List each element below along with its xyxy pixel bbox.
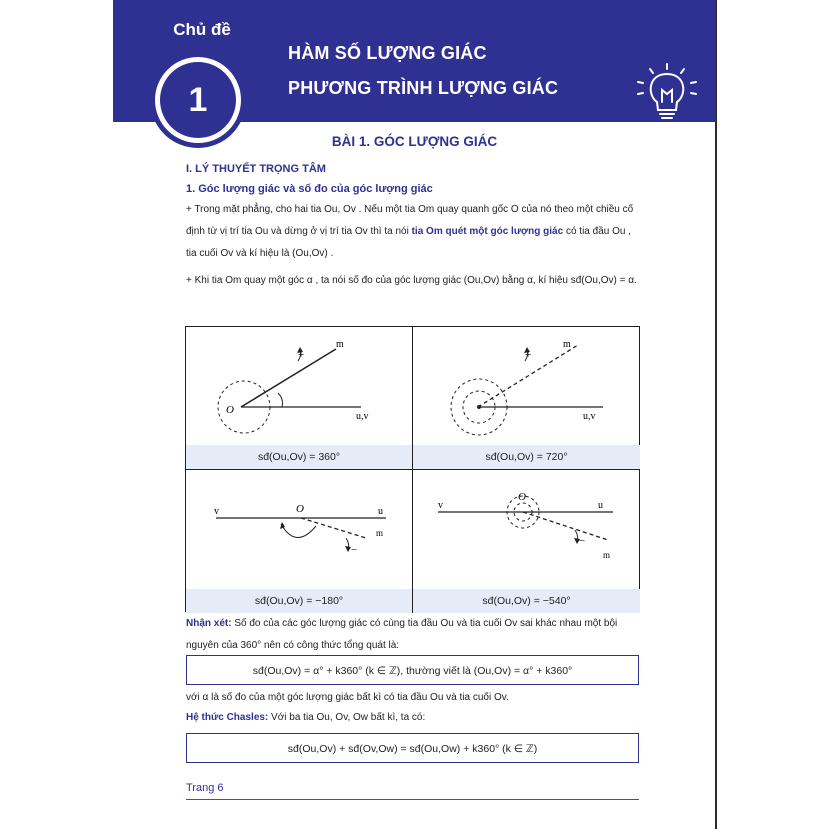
diagram-720-caption: sđ(Ou,Ov) = 720° bbox=[413, 445, 640, 469]
definition-text-2: có tia đầu Ou , tia cuối Ov và kí hiệu là (Ou,Ov) . bbox=[186, 226, 632, 259]
diagram-minus-540-right-label: u bbox=[598, 500, 603, 511]
diagram-grid bbox=[185, 326, 640, 612]
chasles-paragraph bbox=[186, 707, 641, 729]
diagram-360-origin: O bbox=[226, 404, 234, 416]
chapter-title-line1: HÀM SỐ LƯỢNG GIÁC bbox=[288, 43, 487, 63]
diagram-minus-180-origin: O bbox=[296, 503, 304, 515]
diagram-360 bbox=[186, 327, 413, 470]
definition-highlight: tia Om quét một góc lượng giác bbox=[411, 226, 564, 237]
diagram-720-figure bbox=[413, 327, 640, 446]
remark-text: Số đo của các góc lượng giác có cùng tia đầu Ou và tia cuối Ov sai khác nhau một bội nguyên của 360° nên có công thức tổng quát là: bbox=[186, 618, 618, 651]
diagram-minus-180-caption: sđ(Ou,Ov) = −180° bbox=[186, 589, 412, 613]
diagram-minus-180-figure bbox=[186, 470, 413, 589]
diagram-minus-180 bbox=[186, 470, 413, 613]
lesson-title: BÀI 1. GÓC LƯỢNG GIÁC bbox=[331, 134, 498, 149]
diagram-360-caption: sđ(Ou,Ov) = 360° bbox=[186, 445, 412, 469]
chapter-title-line2: PHƯƠNG TRÌNH LƯỢNG GIÁC bbox=[288, 78, 559, 98]
footer-divider bbox=[186, 799, 639, 800]
page-number: Trang 6 bbox=[186, 782, 224, 794]
chasles-formula-box: sđ(Ou,Ov) + sđ(Ov,Ow) = sđ(Ou,Ow) + k360° (k ∈ ℤ) bbox=[186, 733, 639, 763]
diagram-minus-180-right-label: u bbox=[378, 506, 383, 517]
diagram-minus-540 bbox=[413, 470, 640, 613]
diagram-720-direction: + bbox=[525, 349, 532, 361]
diagram-minus-540-direction: − bbox=[579, 535, 586, 547]
definition-text-1: + Trong mặt phẳng, cho hai tia Ou, Ov . Nếu một tia Om quay quanh gốc O của nó theo một chiều cố định từ vị trí tia Ou và dừng ở vị trí tia Ov thì ta nói bbox=[186, 204, 634, 237]
diagram-minus-180-direction: − bbox=[351, 544, 358, 556]
diagram-minus-540-left-label: v bbox=[438, 500, 443, 511]
diagram-720-ray-label: m bbox=[563, 339, 571, 350]
diagram-360-figure bbox=[186, 327, 413, 446]
diagram-minus-540-caption: sđ(Ou,Ov) = −540° bbox=[413, 589, 640, 613]
diagram-360-direction: + bbox=[298, 349, 305, 361]
diagram-minus-540-figure bbox=[413, 470, 640, 589]
chasles-text: Với ba tia Ou, Ov, Ow bất kì, ta có: bbox=[268, 712, 426, 723]
paragraph-definition bbox=[186, 199, 641, 265]
remark-label: Nhận xét: bbox=[186, 618, 232, 629]
diagram-720-base-label: u,v bbox=[583, 411, 596, 422]
topic-label: Chủ đề bbox=[173, 20, 231, 39]
diagram-minus-180-left-label: v bbox=[214, 506, 219, 517]
subsection-heading: 1. Góc lượng giác và số đo của góc lượng giác bbox=[186, 183, 433, 195]
diagram-360-base-label: u,v bbox=[356, 411, 369, 422]
chasles-label: Hệ thức Chasles: bbox=[186, 712, 269, 723]
diagram-minus-540-origin: O bbox=[518, 491, 526, 503]
lightbulb-icon bbox=[632, 60, 702, 122]
diagram-minus-540-ray-label: m bbox=[603, 550, 611, 560]
page-edge bbox=[715, 0, 717, 829]
diagram-360-ray-label: m bbox=[336, 339, 344, 350]
topic-number: 1 bbox=[160, 62, 236, 138]
paragraph-measure: + Khi tia Om quay một góc α , ta nói số đo của góc lượng giác (Ou,Ov) bằng α, kí hiệu sđ(Ou,Ov) = α. bbox=[186, 275, 637, 286]
diagram-minus-180-ray-label: m bbox=[376, 528, 384, 538]
diagram-720 bbox=[413, 327, 640, 470]
section-heading: I. LÝ THUYẾT TRỌNG TÂM bbox=[186, 163, 326, 175]
remark-paragraph bbox=[186, 613, 641, 657]
general-formula-box: sđ(Ou,Ov) = α° + k360° (k ∈ ℤ), thường viết là (Ou,Ov) = α° + k360° bbox=[186, 655, 639, 685]
formula-explanation: với α là số đo của một góc lượng giác bất kì có tia đầu Ou và tia cuối Ov. bbox=[186, 692, 509, 703]
